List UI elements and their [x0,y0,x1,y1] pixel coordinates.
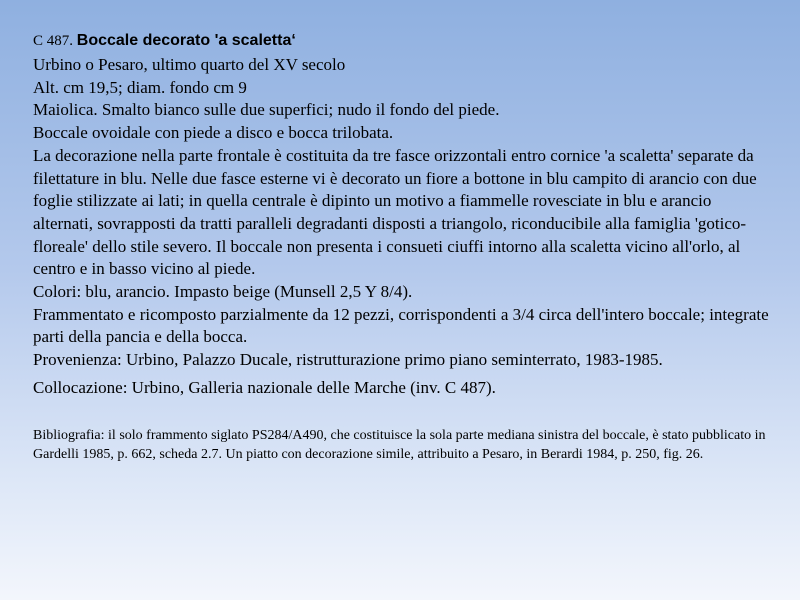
dimensions: Alt. cm 19,5; diam. fondo cm 9 [33,77,247,97]
provenance: Provenienza: Urbino, Palazzo Ducale, ristrutturazione primo piano seminterrato, 1983-1985. [33,350,663,370]
date-origin: Urbino o Pesaro, ultimo quarto del XV secolo [33,55,346,74]
entry-title [33,30,773,52]
shape: Boccale ovoidale con piede a disco e bocca trilobata. [33,123,394,143]
catalog-code: C 487. [33,33,74,49]
material: Maiolica. Smalto bianco sulle due superfici; nudo il fondo del piede. [33,100,500,120]
decoration: La decorazione nella parte frontale è costituita da tre fasce orizzontali entro cornice 'a scaletta' separate da filettature in blu. Nelle due fasce esterne vi è decorato un fiore a bottone in blu campito di arancio con due foglie stilizzate ai lati; in quella centrale è dipinto un motivo a fiammelle rovesciate in blu e arancio alternati, sovrapposti da tratti paralleli degradanti disposti a triangolo, riconducibile alla famiglia 'gotico-floreale' dello stile severo. Il boccale non presenta i consueti ciuffi intorno alla scaletta vicino all'orlo, al centro e in basso vicino al piede. [33,145,757,279]
entry-description [33,54,773,372]
condition: Frammentato e ricomposto parzialmente da 12 pezzi, corrispondenti a 3/4 circa dell'intero boccale; integrate parti della pancia e della bocca. [33,304,769,347]
bibliography: Bibliografia: il solo frammento siglato PS284/A490, che costituisce la sola parte mediana sinistra del boccale, è stato pubblicato in Gardelli 1985, p. 662, scheda 2.7. Un piatto con decorazione simile, attribuito a Pesaro, in Berardi 1984, p. 250, fig. 26. [33,427,766,462]
catalog-entry [33,30,773,464]
colors: Colori: blu, arancio. Impasto beige (Munsell 2,5 Y 8/4). [33,282,413,302]
location: Collocazione: Urbino, Galleria nazionale delle Marche (inv. C 487). [33,377,496,397]
object-name: Boccale decorato 'a scaletta‘ [76,32,296,49]
